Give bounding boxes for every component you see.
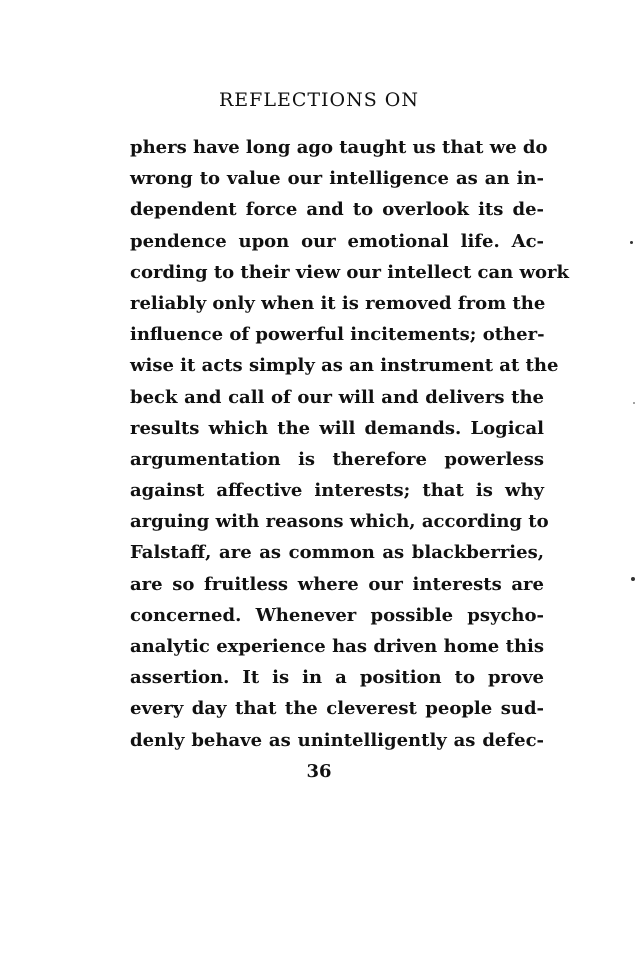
page-number: 36: [306, 761, 332, 782]
text-line: influence of powerful incitements; other-: [130, 324, 545, 346]
text-line: cording to their view our intellect can work: [130, 261, 569, 283]
text-line: against affective interests; that is why: [130, 480, 544, 502]
body-text: [130, 132, 569, 756]
text-line: wrong to value our intelligence as an in-: [130, 168, 544, 190]
text-line: are so fruitless where our interests are: [130, 573, 544, 595]
text-line: Falstaff, are as common as blackberries,: [130, 542, 544, 564]
text-line: concerned. Whenever possible psycho-: [130, 604, 544, 626]
text-line: arguing with reasons which, according to: [130, 511, 549, 533]
text-line: argumentation is therefore powerless: [130, 448, 544, 470]
text-line: denly behave as unintelligently as defec-: [130, 729, 544, 751]
scan-speck: [631, 577, 635, 581]
text-line: pendence upon our emotional life. Ac-: [130, 230, 544, 252]
text-line: results which the will demands. Logical: [130, 417, 544, 439]
running-head: REFLECTIONS ON: [218, 89, 420, 111]
text-line: assertion. It is in a position to prove: [130, 667, 544, 689]
text-line: wise it acts simply as an instrument at the: [130, 355, 559, 377]
text-line: dependent force and to overlook its de-: [130, 199, 544, 221]
text-line: every day that the cleverest people sud-: [130, 698, 544, 720]
scan-speck: [633, 402, 635, 404]
text-line: reliably only when it is removed from the: [130, 292, 546, 314]
text-line: analytic experience has driven home this: [130, 636, 544, 657]
text-line: phers have long ago taught us that we do: [130, 137, 548, 158]
scan-speck: [630, 241, 633, 244]
text-line: beck and call of our will and delivers the: [130, 386, 544, 408]
